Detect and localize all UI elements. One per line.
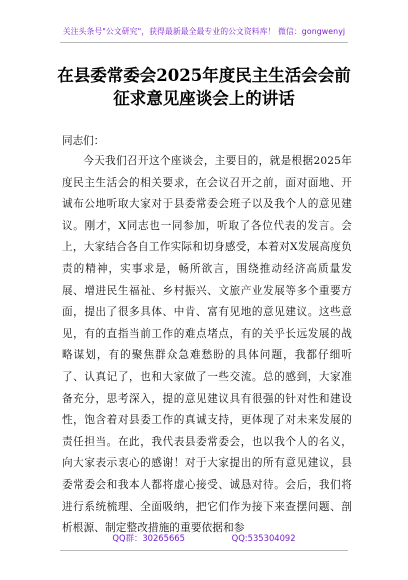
greeting: 同志们：: [62, 135, 105, 147]
document-title-line-1: 在县委常委会2025年度民主生活会会前: [57, 66, 351, 85]
header-divider: [60, 42, 348, 43]
promo-banner: 关注头条号"公文研究"，获得最新最全最专业的公文资料库！ 微信：gongwenyj: [62, 27, 346, 36]
footer-qq-group: QQ群：30265665: [112, 533, 185, 543]
document-title-line-2: 征求意见座谈会上的讲话: [113, 89, 295, 108]
footer-contact: [0, 532, 408, 544]
document-title: [40, 64, 368, 110]
body-paragraph: 今天我们召开这个座谈会，主要目的，就是根据2025年度民主生活会的相关要求，在会议召开之前，面对面地、开诚布公地听取大家对于县委常委会班子以及我个人的意见建议。刚才，X同志也一同参加，听取了各位代表的发言。会上，大家结合各自工作实际和切身感受，本着对X发展高度负责的精神，实事求是，畅所欲言，围绕推动经济高质量发展、增进民生福祉、乡村振兴、文旅产业发展等多个重要方面，提出了很多具体、中肯、富有见地的意见建议。这些意见，有的直指当前工作的难点堵点，有的关乎长远发展的战略谋划，有的聚焦群众急难愁盼的具体问题，我都仔细听了、认真记了，也和大家做了一些交流。总的感到，大家准备充分，思考深入，提的意见建议具有很强的针对性和建设性，饱含着对县委工作的真诚支持，更体现了对未来发展的责任担当。在此，我代表县委常委会，也以我个人的名义，向大家表示衷心的感谢！对于大家提出的所有意见建议，县委常委会和我本人都将虚心接受、诚恳对待。会后，我们将进行系统梳理、全面吸纳，把它们作为接下来查摆问题、剖析根源、制定整改措施的重要依据和参: [62, 155, 352, 535]
footer-qq: QQ:535304092: [231, 533, 296, 543]
footer-divider: [60, 550, 348, 551]
